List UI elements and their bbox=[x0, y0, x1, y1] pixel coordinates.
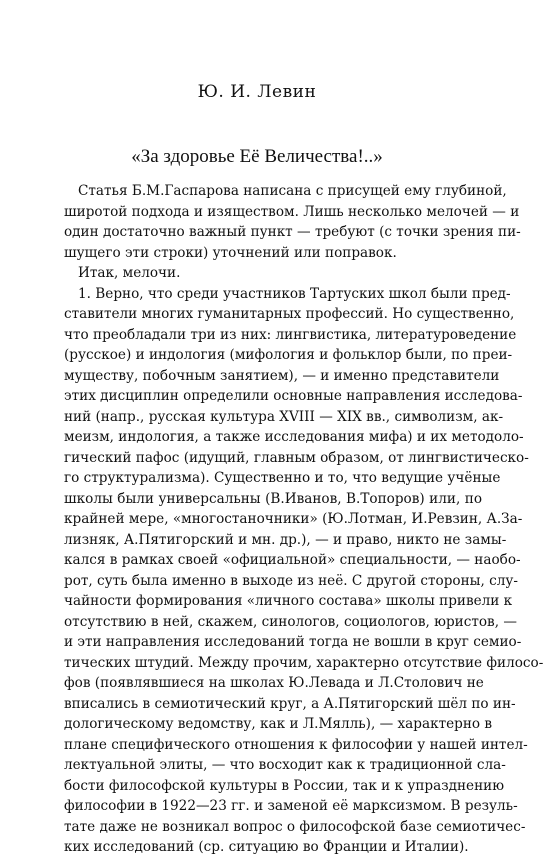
article-title: «За здоровье Её Величества!..» bbox=[131, 146, 383, 167]
text-line: вписались в семиотический круг, а А.Пятигорский шёл по ин- bbox=[64, 695, 516, 712]
text-line: школы были универсальны (В.Иванов, В.Топоров) или, по bbox=[64, 490, 482, 507]
text-line: тических штудий. Между прочим, характерно отсутствие филосо- bbox=[64, 654, 543, 671]
text-line: дологическому ведомству, как и Л.Мялль), — характерно в bbox=[64, 716, 493, 732]
text-line: го структурализма). Существенно и то, что ведущие учёные bbox=[64, 470, 501, 486]
text-line: фов (появлявшиеся на школах Ю.Левада и Л.Столович не bbox=[64, 675, 484, 691]
text-line: Итак, мелочи. bbox=[78, 265, 181, 281]
text-line: тате даже не возникал вопрос о философской базе семиотичес- bbox=[64, 818, 526, 835]
text-line: что преобладали три из них: лингвистика, литературоведение bbox=[64, 326, 517, 343]
text-line: этих дисциплин определили основные направления исследова- bbox=[64, 388, 523, 404]
text-line: крайней мере, «многостаночники» (Ю.Лотман, И.Ревзин, А.За- bbox=[64, 511, 523, 527]
text-line: кался в рамках своей «официальной» специальности, — наобо- bbox=[64, 552, 521, 568]
text-line: Статья Б.М.Гаспарова написана с присущей ему глубиной, bbox=[78, 183, 507, 199]
text-line: ний (напр., русская культура XVIII — XIX вв., символизм, ак- bbox=[64, 408, 504, 425]
text-line: чайности формирования «личного состава» школы привели к bbox=[64, 593, 513, 609]
paragraph-intro bbox=[64, 181, 521, 263]
text-line: рот, суть была именно в выходе из неё. С другой стороны, слу- bbox=[64, 572, 518, 589]
text-line: широтой подхода и изяществом. Лишь несколько мелочей — и bbox=[64, 203, 520, 220]
text-line: бости философской культуры в России, так и к упразднению bbox=[64, 777, 505, 794]
text-line: шущего эти строки) уточнений или поправок. bbox=[64, 244, 397, 261]
text-line: (русское) и индология (мифология и фольклор были, по преи- bbox=[64, 347, 513, 363]
author-name: Ю. И. Левин bbox=[197, 82, 317, 102]
text-line: гический пафос (идущий, главным образом, от лингвистическо- bbox=[64, 449, 529, 466]
text-line: 1. Верно, что среди участников Тартуских школ были пред- bbox=[78, 285, 511, 302]
text-line: философии в 1922—23 гг. и заменой её марксизмом. В резуль- bbox=[64, 798, 518, 814]
text-line: лизняк, А.Пятигорский и мн. др.), — и право, никто не замы- bbox=[64, 531, 507, 548]
text-line: муществу, побочным занятием), — и именно представители bbox=[64, 367, 500, 384]
text-line: и эти направления исследований тогда не вошли в круг семио- bbox=[64, 634, 522, 650]
text-line: ких исследований (ср. ситуацию во Франции и Италии). bbox=[64, 839, 469, 855]
text-line: ставители многих гуманитарных профессий. Но существенно, bbox=[64, 306, 515, 322]
paragraph-point-1 bbox=[64, 284, 543, 858]
paragraph-trifles bbox=[64, 263, 482, 284]
text-line: меизм, индология, а также исследования мифа) и их методоло- bbox=[64, 429, 524, 445]
text-line: отсутствию в ней, скажем, синологов, социологов, юристов, — bbox=[64, 613, 517, 630]
text-line: один достаточно важный пункт — требуют (с точки зрения пи- bbox=[64, 224, 521, 240]
text-line: лектуальной элиты, — что восходит как к традиционной сла- bbox=[64, 757, 506, 773]
text-line: плане специфического отношения к философии у нашей интел- bbox=[64, 736, 528, 753]
